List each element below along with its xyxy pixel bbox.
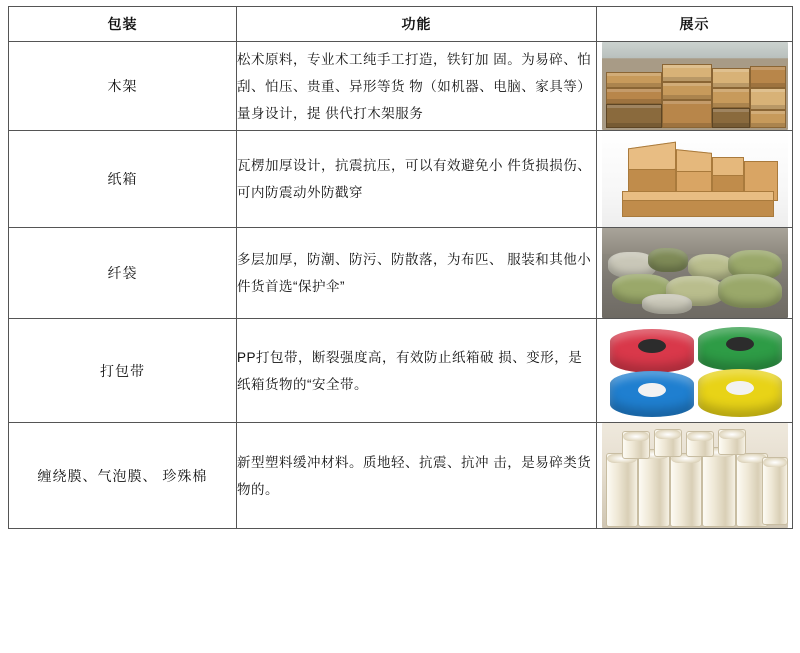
wooden-crate-photo <box>602 42 788 130</box>
table-body <box>9 42 793 529</box>
cell-function-text: 多层加厚，防潮、防污、防散落，为布匹、 服装和其他小件货首选“保护伞” <box>237 228 597 319</box>
table-header-row <box>9 7 793 42</box>
woven-bag-photo <box>602 228 788 318</box>
cell-packaging-name: 纤袋 <box>9 228 237 319</box>
cell-display-photo <box>597 228 793 319</box>
cell-function-text: PP打包带，断裂强度高，有效防止纸箱破 损、变形，是纸箱货物的“安全带。 <box>237 319 597 423</box>
cell-packaging-name: 木架 <box>9 42 237 131</box>
cell-function-text: 瓦楞加厚设计，抗震抗压，可以有效避免小 件货损损伤、可内防震动外防戳穿 <box>237 131 597 228</box>
column-header-display: 展示 <box>597 7 793 42</box>
cell-function-text: 新型塑料缓冲材料。质地轻、抗震、抗冲 击，是易碎类货物的。 <box>237 423 597 529</box>
cell-display-photo <box>597 319 793 423</box>
cell-packaging-name: 缠绕膜、气泡膜、 珍殊棉 <box>9 423 237 529</box>
cell-display-photo <box>597 423 793 529</box>
table-row <box>9 319 793 423</box>
table-row <box>9 228 793 319</box>
cell-display-photo <box>597 42 793 131</box>
table-row <box>9 131 793 228</box>
cell-function-text: 松术原料，专业术工纯手工打造，铁钉加 固。为易碎、怕刮、怕压、贵重、异形等货 物（如机器、电脑、家具等）量身设计，提 供代打木架服务 <box>237 42 597 131</box>
table-header <box>9 7 793 42</box>
stretch-film-roll-photo <box>602 423 788 528</box>
column-header-packaging: 包装 <box>9 7 237 42</box>
packaging-table <box>8 6 793 529</box>
cell-packaging-name: 纸箱 <box>9 131 237 228</box>
cardboard-box-photo <box>602 131 788 227</box>
pp-strap-coil-photo <box>602 319 788 422</box>
table-row <box>9 423 793 529</box>
column-header-function: 功能 <box>237 7 597 42</box>
table-row <box>9 42 793 131</box>
cell-display-photo <box>597 131 793 228</box>
cell-packaging-name: 打包带 <box>9 319 237 423</box>
